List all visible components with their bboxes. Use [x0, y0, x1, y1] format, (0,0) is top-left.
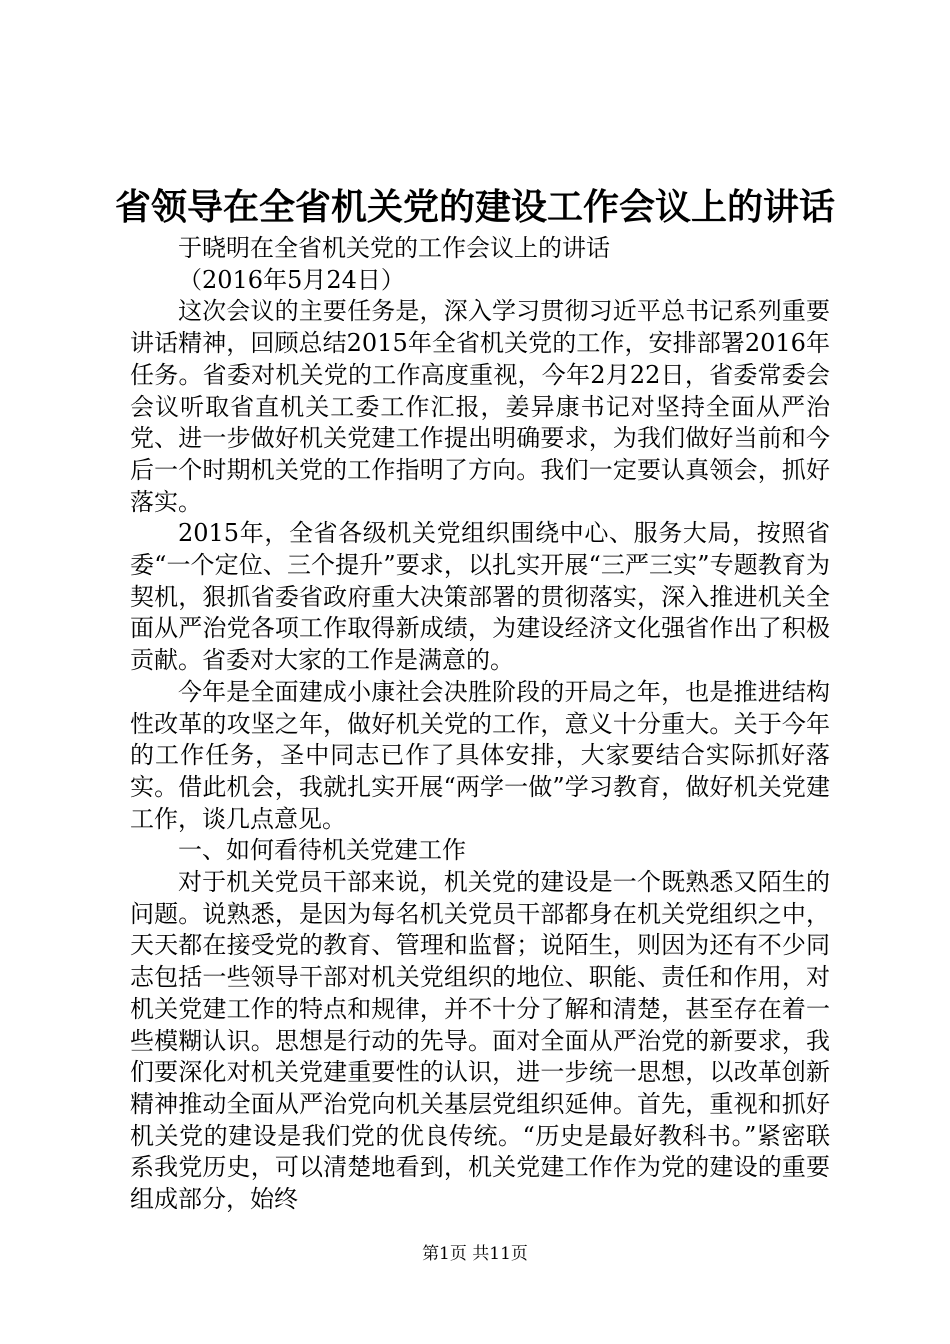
body-paragraph: 这次会议的主要任务是，深入学习贯彻习近平总书记系列重要讲话精神，回顾总结2015年全省机关党的工作，安排部署2016年任务。省委对机关党的工作高度重视，今年2月22日，省委常委会会议听取省直机关工委工作汇报，姜异康书记对坚持全面从严治党、进一步做好机关党建工作提出明确要求，为我们做好当前和今后一个时期机关党的工作指明了方向。我们一定要认真领会，抓好落实。 [130, 297, 830, 516]
body-paragraph: 对于机关党员干部来说，机关党的建设是一个既熟悉又陌生的问题。说熟悉，是因为每名机关党员干部都身在机关党组织之中，天天都在接受党的教育、管理和监督；说陌生，则因为还有不少同志包括一些领导干部对机关党组织的地位、职能、责任和作用，对机关党建工作的特点和规律，并不十分了解和清楚，甚至存在着一些模糊认识。思想是行动的先导。面对全面从严治党的新要求，我们要深化对机关党建重要性的认识，进一步统一思想，以改革创新精神推动全面从严治党向机关基层党组织延伸。首先，重视和抓好机关党的建设是我们党的优良传统。“历史是最好教科书。”紧密联系我党历史，可以清楚地看到，机关党建工作作为党的建设的重要组成部分，始终 [130, 868, 830, 1214]
document-title: 省领导在全省机关党的建设工作会议上的讲话 [114, 187, 835, 228]
document-body [130, 233, 830, 1216]
body-paragraph: 今年是全面建成小康社会决胜阶段的开局之年，也是推进结构性改革的攻坚之年，做好机关党的工作，意义十分重大。关于今年的工作任务，圣中同志已作了具体安排，大家要结合实际抓好落实。借此机会，我就扎实开展“两学一做”学习教育，做好机关党建工作，谈几点意见。 [130, 677, 830, 833]
page-footer: 第1页 共11页 [422, 1244, 528, 1264]
subtitle-date: （2016年5月24日） [178, 265, 405, 294]
body-paragraph: 2015年，全省各级机关党组织围绕中心、服务大局，按照省委“一个定位、三个提升”要求，以扎实开展“三严三实”专题教育为契机，狠抓省委省政府重大决策部署的贯彻落实，深入推进机关全面从严治党各项工作取得新成绩，为建设经济文化强省作出了积极贡献。省委对大家的工作是满意的。 [130, 519, 830, 675]
subtitle-speaker: 于晓明在全省机关党的工作会议上的讲话 [178, 234, 610, 262]
section-heading: 一、如何看待机关党建工作 [178, 836, 466, 865]
